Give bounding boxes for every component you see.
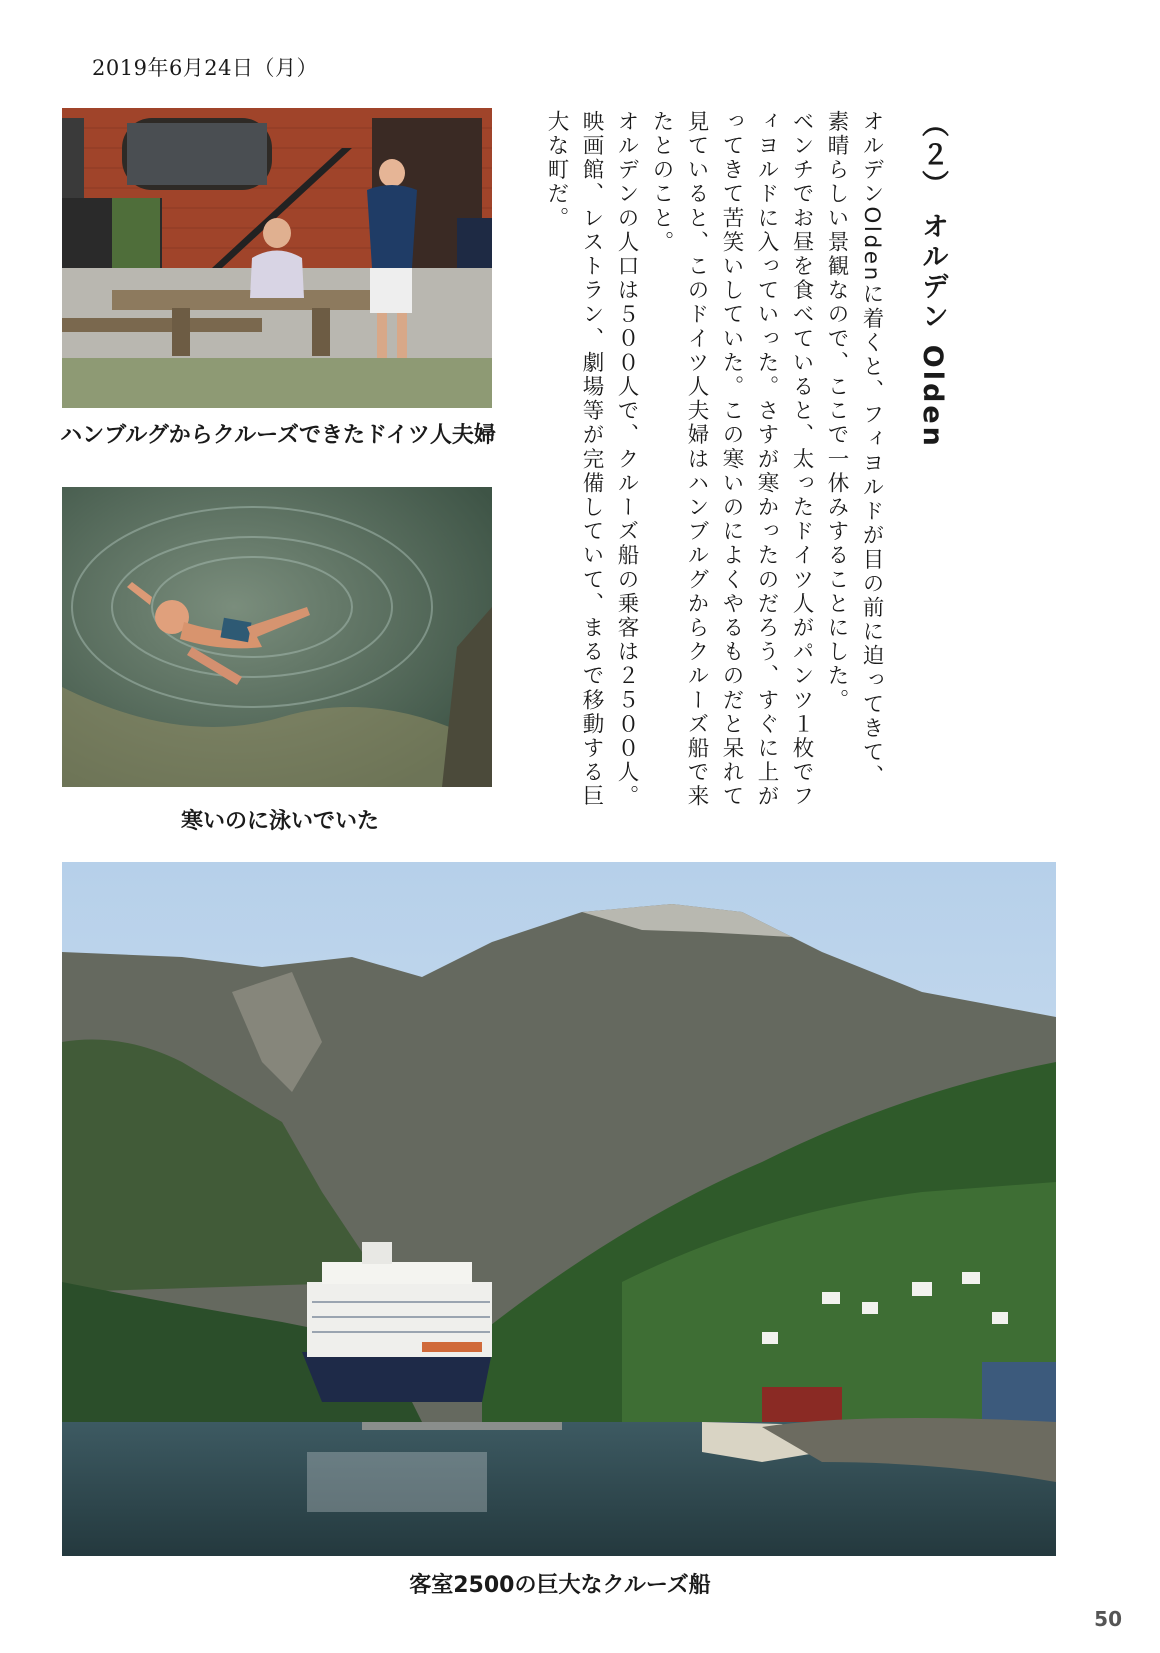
photo-cruise-ship — [62, 862, 1056, 1556]
photo-caption: 寒いのに泳いでいた — [180, 809, 379, 834]
article-paragraph: オルデンの人口は５００人で、クルーズ船の乗客は２５００人。映画館、レストラン、劇場等が完備していて、まるで移動する巨大な町だ。 — [544, 110, 639, 809]
photo-swimmer — [62, 487, 492, 787]
photo-caption: 客室2500の巨大なクルーズ船 — [409, 1573, 711, 1598]
article-paragraph: オルデンOldenに着くと、フィヨルドが目の前に迫ってきて、素晴らしい景観なので、ここで一休みすることにした。 — [824, 110, 884, 789]
page-date: 2019年6月24日（月） — [92, 56, 319, 80]
page-number: 50 — [1094, 1607, 1122, 1631]
photo-caption: ハンブルグからクルーズできたドイツ人夫婦 — [60, 423, 496, 448]
article-body — [540, 110, 950, 810]
section-heading: （２） オルデン Olden — [917, 110, 948, 449]
article-paragraph: ベンチでお昼を食べていると、太ったドイツ人がパンツ１枚でフィヨルドに入っていった。さすが寒かったのだろう、すぐに上がってきて苦笑いしていた。この寒いのによくやるものだと呆れて見ていると、このドイツ人夫婦はハンブルグからクルーズ船で来たとのこと。 — [649, 110, 814, 809]
photo-german-couple — [62, 108, 492, 408]
